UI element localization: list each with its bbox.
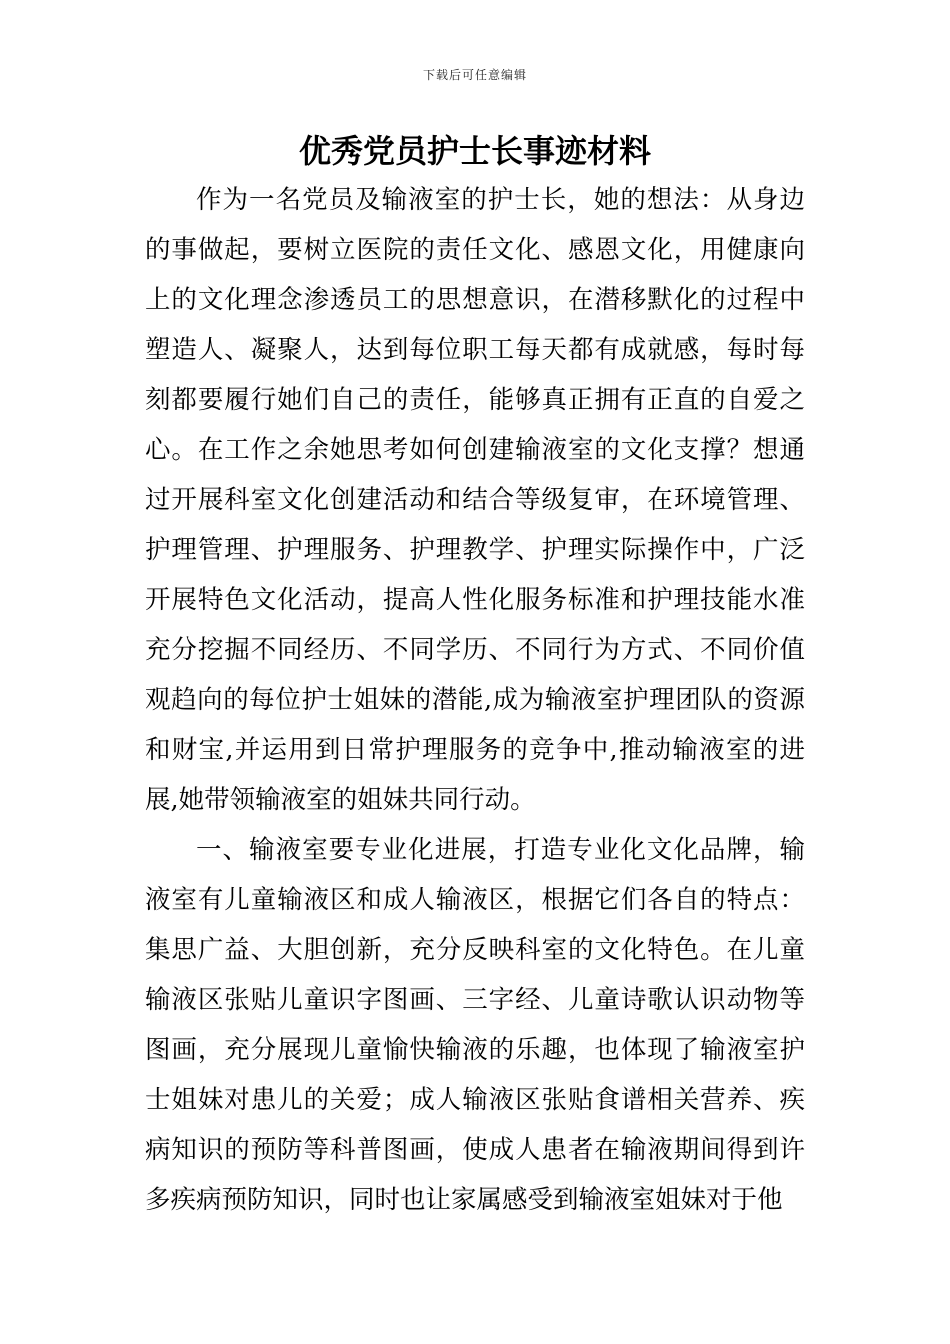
paragraph-1: 作为一名党员及输液室的护士长，她的想法：从身边的事做起，要树立医院的责任文化、感恩文化，用健康向上的文化理念渗透员工的思想意识，在潜移默化的过程中塑造人、凝聚人，达到每位职工每天都有成就感，每时每刻都要履行她们自己的责任，能够真正拥有正直的自爱之心。在工作之余她思考如何创建输液室的文化支撑？想通过开展科室文化创建活动和结合等级复审，在环境管理、护理管理、护理服务、护理教学、护理实际操作中，广泛开展特色文化活动，提高人性化服务标准和护理技能水准充分挖掘不同经历、不同学历、不同行为方式、不同价值观趋向的每位护士姐妹的潜能,成为输液室护理团队的资源和财宝,并运用到日常护理服务的竞争中,推动输液室的进展,她带领输液室的姐妹共同行动。 — [145, 185, 805, 815]
document-title: 优秀党员护士长事迹材料 — [298, 132, 651, 170]
header-note: 下载后可任意编辑 — [422, 68, 527, 82]
document-body — [145, 175, 805, 1225]
paragraph-2: 一、输液室要专业化进展，打造专业化文化品牌，输液室有儿童输液区和成人输液区，根据它们各自的特点：集思广益、大胆创新，充分反映科室的文化特色。在儿童输液区张贴儿童识字图画、三字经、儿童诗歌认识动物等图画，充分展现儿童愉快输液的乐趣，也体现了输液室护士姐妹对患儿的关爱；成人输液区张贴食谱相关营养、疾病知识的预防等科普图画，使成人患者在输液期间得到许多疾病预防知识，同时也让家属感受到输液室姐妹对于他 — [145, 835, 805, 1215]
